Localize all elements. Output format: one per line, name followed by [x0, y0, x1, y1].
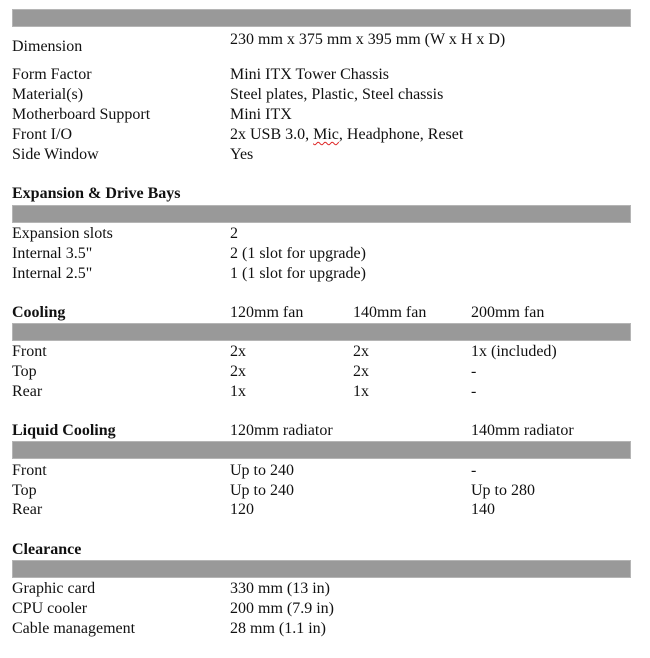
spec-value: 2x: [353, 363, 369, 380]
spec-label: Front I/O: [12, 126, 72, 143]
section-heading: Liquid Cooling: [12, 422, 116, 439]
spec-value: -: [471, 462, 477, 479]
spec-value: 140: [471, 501, 495, 518]
spec-label: Top: [12, 482, 37, 499]
spec-value: 28 mm (1.1 in): [230, 620, 326, 637]
spec-label: Graphic card: [12, 580, 96, 597]
spec-value: 330 mm (13 in): [230, 580, 330, 597]
spec-label: Motherboard Support: [12, 106, 151, 123]
column-header: 120mm fan: [230, 304, 304, 321]
spec-value: 2x: [230, 363, 246, 380]
spec-label: Material(s): [12, 86, 84, 103]
section-heading: Cooling: [12, 304, 66, 321]
spec-label: Internal 3.5": [12, 245, 93, 262]
spec-label: Front: [12, 462, 47, 479]
spec-value: Up to 240: [230, 462, 294, 479]
spec-value: 2x: [353, 343, 369, 360]
spec-label: Side Window: [12, 146, 99, 163]
value-part: , Headphone, Reset: [338, 126, 464, 143]
spec-value: [230, 125, 463, 145]
spec-label: Front: [12, 343, 47, 360]
spec-value: 1 (1 slot for upgrade): [230, 265, 366, 282]
spec-value: Mini ITX Tower Chassis: [230, 66, 390, 83]
spellcheck-flagged-word[interactable]: Mic: [313, 126, 339, 143]
column-header: 140mm radiator: [471, 422, 574, 439]
spec-value: -: [471, 363, 477, 380]
spec-value: -: [471, 383, 477, 400]
spec-value: 200 mm (7.9 in): [230, 600, 334, 617]
spec-value: 1x: [230, 383, 246, 400]
spec-label: Cable management: [12, 620, 136, 637]
spec-label: Top: [12, 363, 37, 380]
spec-value: 120: [230, 501, 254, 518]
spec-value: 230 mm x 375 mm x 395 mm (W x H x D): [230, 31, 506, 48]
section-bar-liquid-cooling: [12, 441, 631, 459]
spec-label: Rear: [12, 501, 43, 518]
spec-value: 2x: [230, 343, 246, 360]
spec-label: Dimension: [12, 38, 83, 55]
spec-value: Steel plates, Plastic, Steel chassis: [230, 86, 444, 103]
column-header: 200mm fan: [471, 304, 545, 321]
section-bar-general: [12, 9, 631, 27]
spec-label: CPU cooler: [12, 600, 88, 617]
spec-value: 2 (1 slot for upgrade): [230, 245, 366, 262]
section-heading: Expansion & Drive Bays: [12, 185, 181, 202]
spec-value: 2: [230, 225, 238, 242]
spec-value: 1x (included): [471, 343, 557, 360]
column-header: 120mm radiator: [230, 422, 333, 439]
section-bar-cooling: [12, 323, 631, 341]
section-bar-expansion: [12, 205, 631, 223]
section-bar-clearance: [12, 560, 631, 578]
column-header: 140mm fan: [353, 304, 427, 321]
spec-value: Mini ITX: [230, 106, 292, 123]
spec-label: Rear: [12, 383, 43, 400]
value-part: 2x USB 3.0,: [230, 126, 314, 143]
spec-value: 1x: [353, 383, 369, 400]
spec-label: Form Factor: [12, 66, 92, 83]
spec-label: Expansion slots: [12, 225, 113, 242]
spec-label: Internal 2.5": [12, 265, 93, 282]
spec-value: Yes: [230, 146, 254, 163]
spec-value: Up to 280: [471, 482, 535, 499]
section-heading: Clearance: [12, 541, 82, 558]
spec-value: Up to 240: [230, 482, 294, 499]
